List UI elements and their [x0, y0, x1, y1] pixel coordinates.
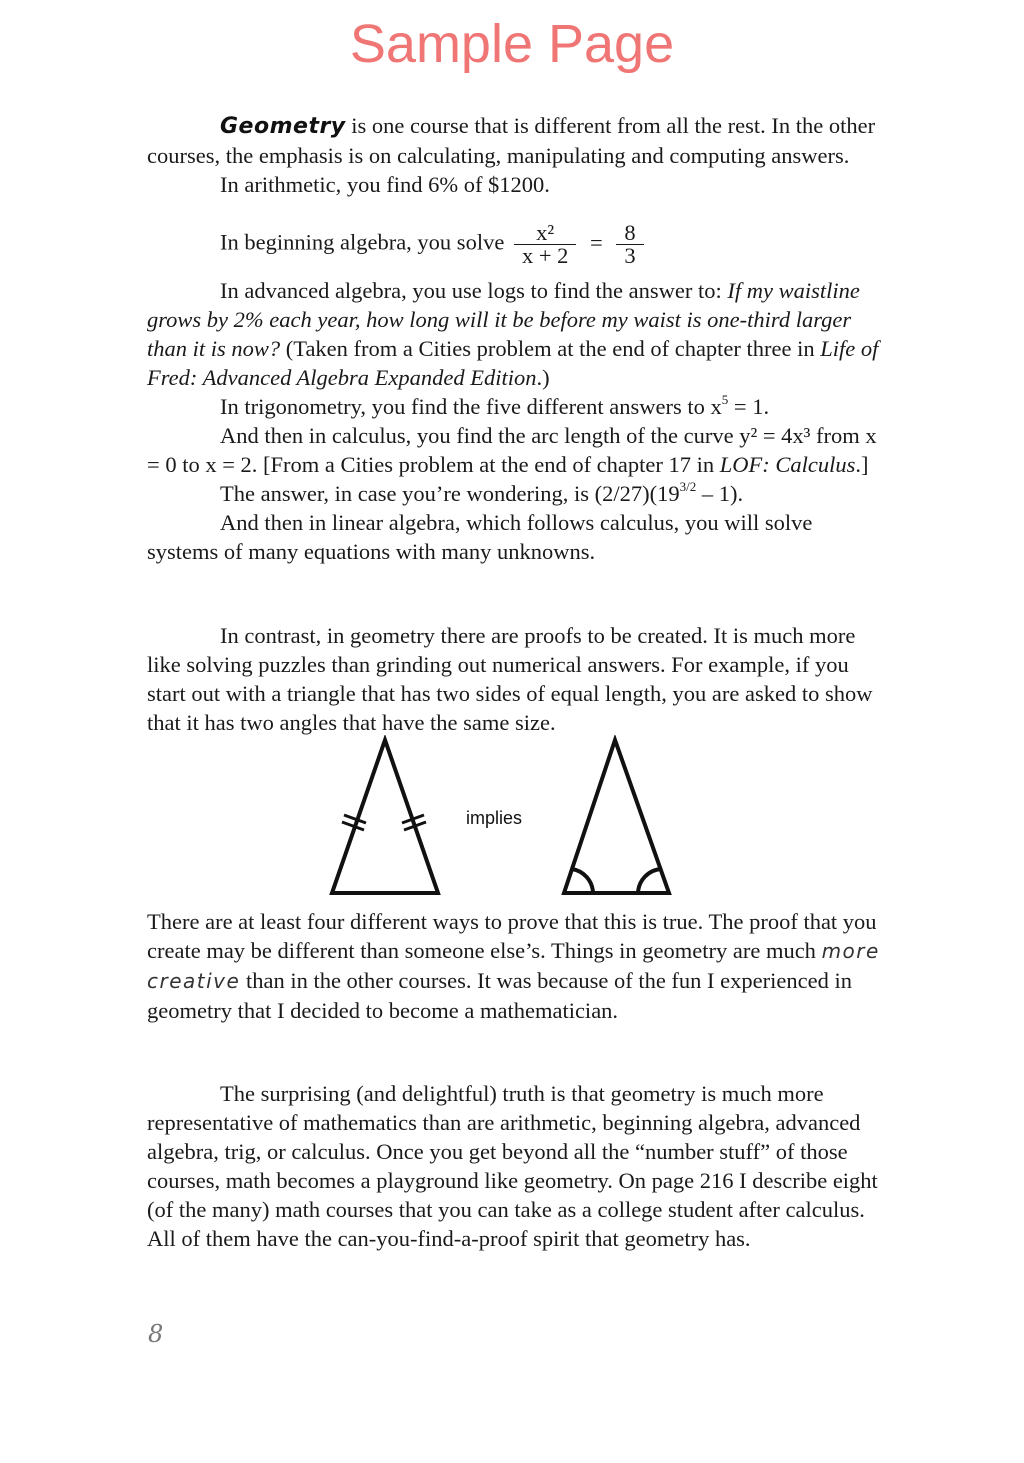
right-fraction-denominator: 3: [624, 243, 636, 268]
contrast-paragraph-block: [147, 621, 887, 737]
calculus-close: .]: [855, 452, 869, 477]
left-fraction-numerator: x²: [514, 222, 576, 245]
page-number: 8: [148, 1320, 164, 1348]
linear-algebra-paragraph: And then in linear algebra, which follows calculus, you will solve systems of many equations with many unknowns.: [147, 510, 813, 564]
advanced-close: .): [536, 365, 550, 390]
right-fraction: [616, 222, 643, 267]
intro-paragraph: [147, 111, 887, 199]
waistline-question: If my waistline grows by 2% each year, how long will it be before my waist is one-third larger than it is now?: [147, 278, 860, 361]
geometry-keyword: Geometry: [220, 114, 346, 139]
advanced-algebra-paragraph: [147, 276, 887, 392]
advanced-source: (Taken from a Cities problem at the end of chapter three in: [280, 336, 821, 361]
intro-line: [147, 111, 887, 170]
closing-paragraph: The surprising (and delightful) truth is that geometry is much more representative of mathematics than are arithmetic, beginning algebra, advanced algebra, trig, or calculus. Once you get beyond all the “number stuff” of those courses, math becomes a playground like geometry. On page 216 I describe eight (of the many) math courses that you can take as a college student after calculus. All of them have the can-you-find-a-proof spirit that geometry has.: [147, 1081, 878, 1251]
algebra-equation-line: [220, 222, 648, 267]
calculus-text: And then in calculus, you find the arc length of the curve y² = 4x³ from x = 0 to x = 2. [From a Cities problem at the end of chapter 17 in: [147, 423, 877, 477]
right-fraction-numerator: 8: [616, 222, 643, 245]
left-fraction-denominator: x + 2: [521, 243, 569, 268]
base-angle-arc-left: [572, 869, 593, 893]
left-fraction: [514, 222, 576, 267]
closing-paragraph-block: [147, 1079, 887, 1253]
answer-text: The answer, in case you’re wondering, is (2/27)(19: [220, 481, 680, 506]
arithmetic-line: In arithmetic, you find 6% of $1200.: [220, 172, 550, 197]
advanced-lead: In advanced algebra, you use logs to find the answer to:: [220, 278, 728, 303]
proofs-paragraph: [147, 907, 887, 1025]
courses-paragraphs: [147, 276, 887, 566]
implies-label: implies: [466, 808, 523, 828]
more-creative-handwritten: more creative: [147, 939, 880, 993]
answer-paragraph: [147, 479, 887, 508]
trig-paragraph: [147, 392, 887, 421]
advanced-book-title: Life of Fred: Advanced Algebra Expanded Edition: [147, 336, 879, 390]
proofs-text-before: There are at least four different ways to prove that this is true. The proof that you create may be different than someone else’s. Things in geometry are much: [147, 909, 877, 963]
sample-page-title: Sample Page: [349, 14, 675, 74]
answer-exponent: 3/2: [679, 478, 697, 494]
base-angle-arc-right: [638, 869, 661, 893]
equals-sign: =: [590, 229, 603, 255]
proofs-text-after: than in the other courses. It was because of the fun I experienced in geometry that I decided to become a mathematician.: [147, 968, 852, 1023]
trig-text: In trigonometry, you find the five different answers to x: [220, 394, 722, 419]
proofs-paragraph-block: [147, 907, 887, 1025]
answer-tail: – 1).: [696, 481, 744, 506]
intro-text: is one course that is different from all the rest. In the other courses, the emphasis is on calculating, manipulating and computing answers.: [147, 113, 876, 168]
algebra-lead-text: In beginning algebra, you solve: [220, 229, 505, 255]
isosceles-triangle-right: [564, 740, 669, 893]
trig-tail: = 1.: [728, 394, 770, 419]
isosceles-triangle-left: [332, 740, 438, 893]
contrast-paragraph: In contrast, in geometry there are proofs to be created. It is much more like solving puzzles than grinding out numerical answers. For example, if you start out with a triangle that has two sides of equal length, you are asked to show that it has two angles that have the same size.: [147, 623, 873, 735]
trig-exponent: 5: [721, 391, 729, 407]
calculus-paragraph: [147, 421, 887, 479]
calculus-book: LOF: Calculus: [719, 452, 856, 477]
